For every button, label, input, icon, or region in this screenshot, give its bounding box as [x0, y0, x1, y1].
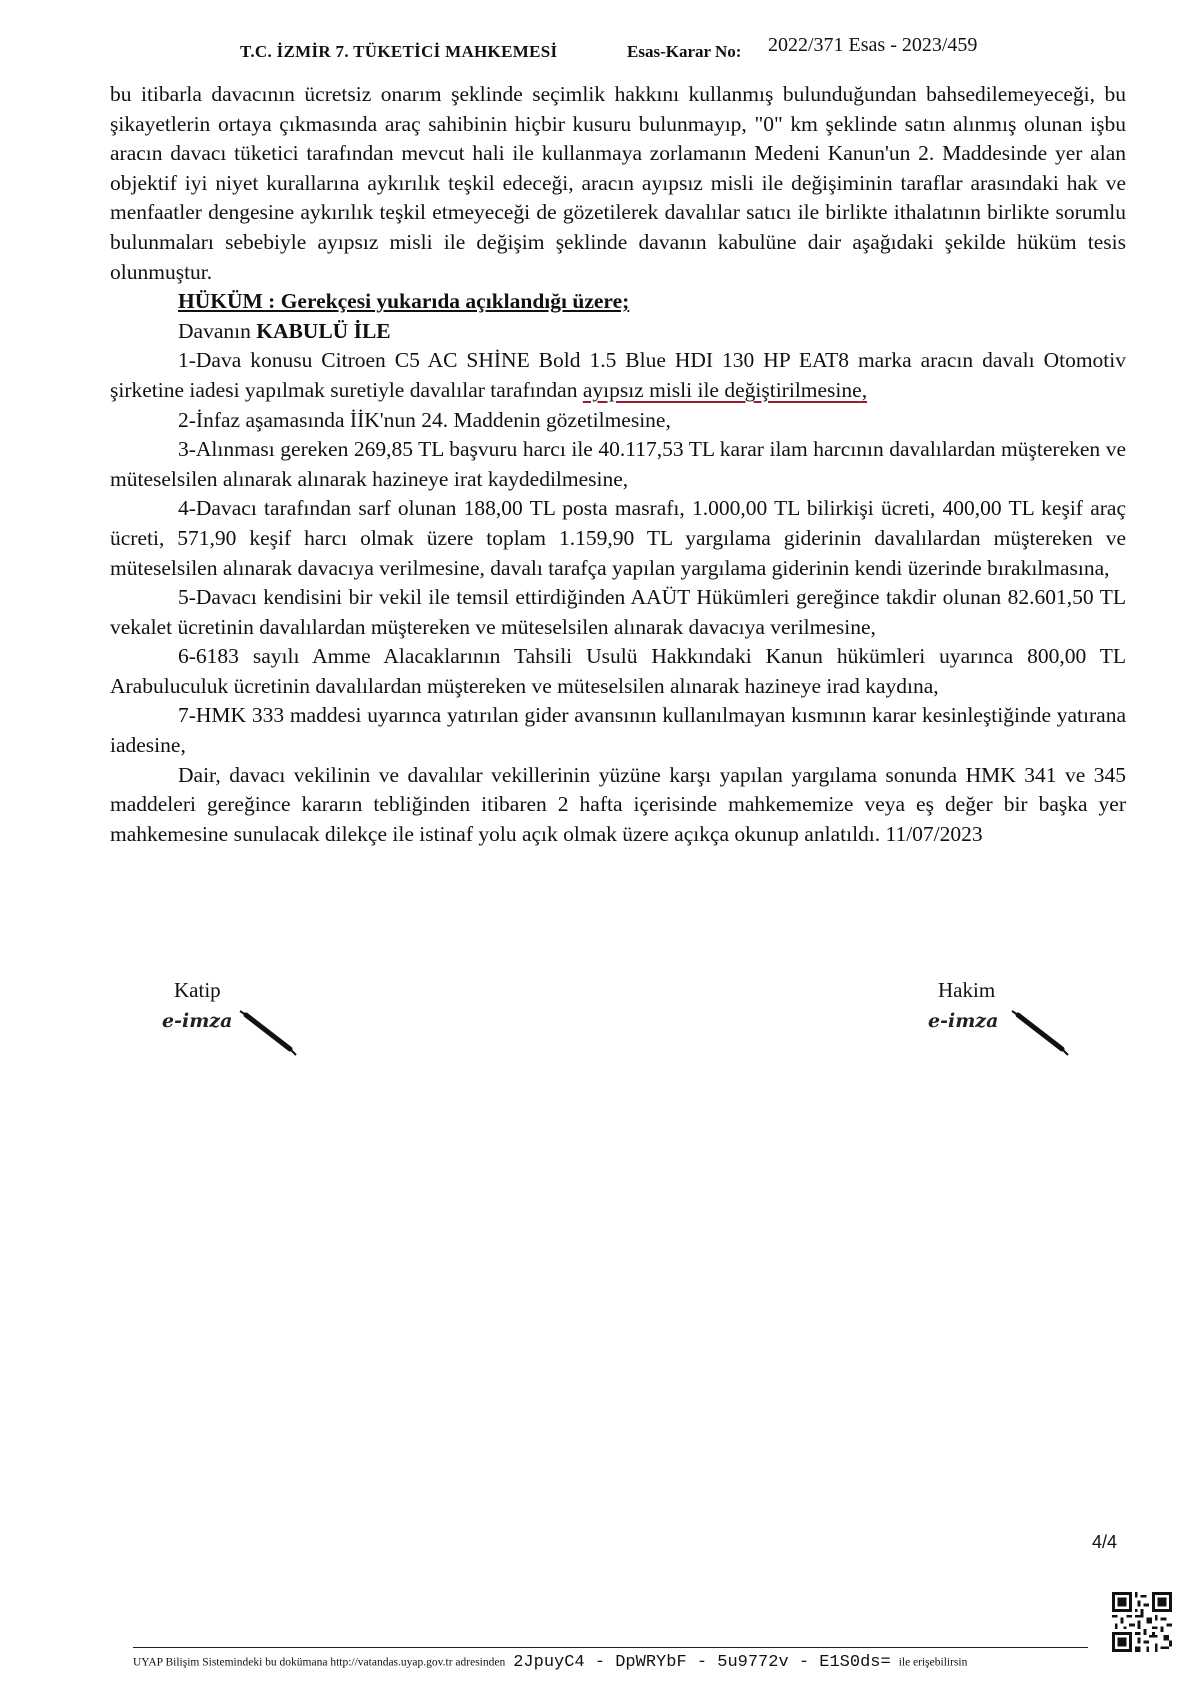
footer-text-end: ile erişebilirsin [898, 1656, 968, 1669]
e-imza-text: e-imza [928, 1010, 999, 1032]
footer-text: UYAP Bilişim Sistemindeki bu dokümana http://vatandas.uyap.gov.tr adresinden [133, 1656, 506, 1669]
davanin-kabulu [110, 317, 1126, 347]
verdict-item-1 [110, 346, 1126, 405]
decision-body [110, 80, 1126, 849]
item1-text: 1-Dava konusu Citroen C5 AC SHİNE Bold 1.5 Blue HDI 130 HP EAT8 marka aracın davalı Otomotiv şirketine iadesi yapılmak suretiyle davalılar tarafından [110, 348, 1126, 402]
court-name: T.C. İZMİR 7. TÜKETİCİ MAHKEMESİ [240, 42, 558, 61]
e-imza-pen-icon [160, 1005, 310, 1057]
davanin-label: Davanın [178, 318, 251, 343]
verdict-item-6: 6-6183 sayılı Amme Alacaklarının Tahsili Usulü Hakkındaki Kanun hükümleri uyarınca 800,00 TL Arabuluculuk ücretinin davalılardan müştereken ve müteselsilen alınarak hazineye irad kaydına, [110, 644, 1126, 698]
verdict-item-5: 5-Davacı kendisini bir vekil ile temsil ettirdiğinden AAÜT Hükümleri gereğince takdir olunan 82.601,50 TL vekalet ücretinin davalılardan müştereken ve müteselsilen alınarak davacıya verilmesine, [110, 585, 1126, 639]
verification-code: 2JpuyC4 - DpWRYbF - 5u9772v - E1S0ds= [513, 1653, 891, 1672]
e-imza-text: e-imza [162, 1010, 233, 1032]
verdict-item-3: 3-Alınması gereken 269,85 TL başvuru harcı ile 40.117,53 TL karar ilam harcının davalılardan müştereken ve müteselsilen alınarak alınarak hazineye irat kaydedilmesine, [110, 437, 1126, 491]
e-imza-pen-icon [924, 1005, 1084, 1057]
kabulu-label: KABULÜ İLE [256, 318, 391, 343]
verdict-item-7: 7-HMK 333 maddesi uyarınca yatırılan gider avansının kullanılmayan kısmının karar kesinleştiğinde yatırana iadesine, [110, 703, 1126, 758]
document-header [0, 34, 1200, 64]
katip-label: Katip [174, 978, 221, 1002]
verdict-item-4: 4-Davacı tarafından sarf olunan 188,00 TL posta masrafı, 1.000,00 TL bilirkişi ücreti, 400,00 TL keşif araç ücreti, 571,90 keşif harcı olmak üzere toplam 1.159,90 TL yargılama giderinin davalılardan müştereken ve müteselsilen alınarak davacıya verilmesine, davalı tarafça yapılan yargılama giderinin kendi üzerinde bırakılmasına, [110, 496, 1126, 580]
verdict-item-2: 2-İnfaz aşamasında İİK'nun 24. Maddenin gözetilmesine, [178, 407, 671, 432]
hakim-signature [924, 978, 1094, 1057]
katip-signature [160, 978, 330, 1057]
reasoning-paragraph: bu itibarla davacının ücretsiz onarım şeklinde seçimlik hakkını kullanmış bulunduğundan bahsedilemeyeceği, bu şikayetlerin ortaya çıkmasında araç sahibinin hiçbir kusuru bulunmayıp, "0" km şeklinde satın alınmış olunan işbu aracın davacı tüketici tarafından mevcut hali ile kullanmaya zorlamanın Medeni Kanun'un 2. Maddesinde yer alan objektif iyi niyet kurallarına aykırılık teşkil edeceği, aracın ayıpsız misli ile değişiminin taraflar arasındaki hak ve menfaatler dengesine aykırılık teşkil etmeyeceği de gözetilerek davalılar satıcı ile birlikte ithalatının birlikte sorumlu bulunmaları sebebiyle ayıpsız misli ile değişim şeklinde davanın kabulüne dair aşağıdaki şekilde hüküm tesis olunmuştur. [110, 82, 1126, 284]
page-number: 4/4 [1092, 1532, 1118, 1552]
hakim-label: Hakim [938, 978, 996, 1002]
footer-divider [133, 1647, 1088, 1648]
qr-code [1112, 1592, 1172, 1652]
closing-paragraph: Dair, davacı vekilinin ve davalılar vekillerinin yüzüne karşı yapılan yargılama sonunda HMK 341 ve 345 maddeleri gereğince kararın tebliğinden itibaren 2 hafta içerisinde mahkememize veya eş değer bir başka yer mahkemesine sunulacak dilekçe ile istinaf yolu açık olmak üzere açıkça okunup anlatıldı. 11/07/2023 [110, 762, 1126, 846]
esas-karar-label: Esas-Karar No: [627, 42, 742, 61]
esas-karar-value: 2022/371 Esas - 2023/459 [768, 34, 978, 56]
footer [133, 1653, 1193, 1679]
item1-underlined-text: ayıpsız misli ile değiştirilmesine, [582, 377, 868, 402]
hukum-title: HÜKÜM : Gerekçesi yukarıda açıklandığı üzere; [178, 289, 630, 314]
